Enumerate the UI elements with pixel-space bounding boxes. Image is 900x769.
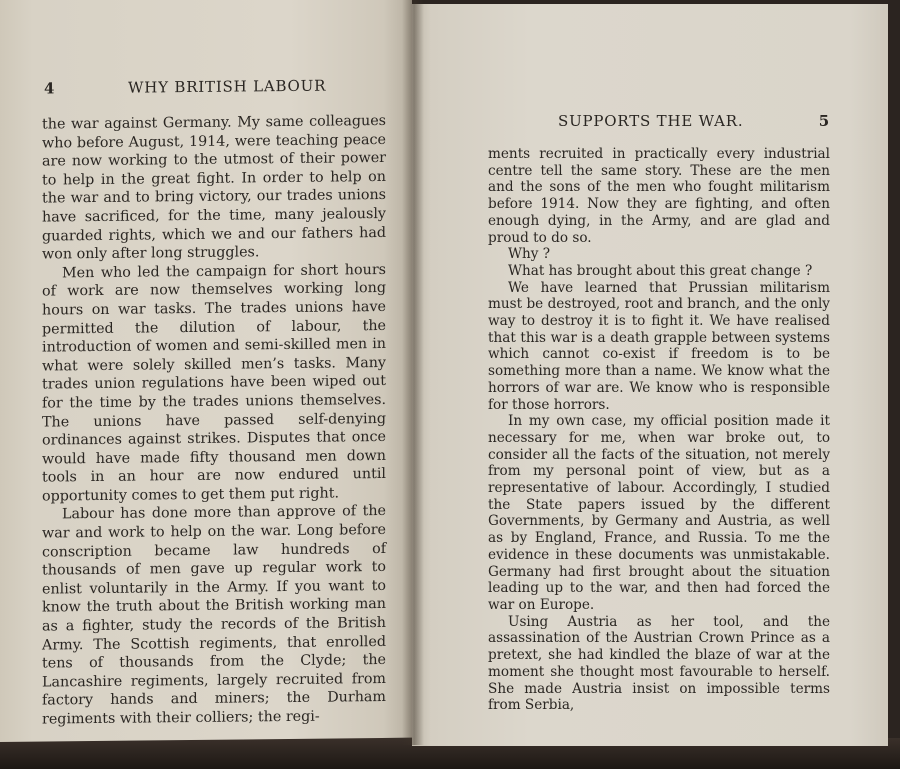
right-page-body [488, 146, 830, 714]
left-page-body [42, 112, 386, 729]
book-gutter [402, 0, 424, 745]
left-page-header [42, 76, 386, 106]
left-page [0, 0, 412, 742]
paragraph: In my own case, my official position made it necessary for me, when war broke out, to consider all the facts of the situation, not merely from my personal point of view, but as a representative of labour. Accordingly, I studied the State papers issued by the different Governments, by Germany and Austria, as well as by England, France, and Russia. To me the evidence in these documents was unmistakable. Germany had first brought about the situation leading up to the war, and then had forced the war on Europe. [488, 413, 830, 613]
paragraph: Labour has done more than approve of the war and work to help on the war. Long before conscription became law hundreds of thousands of men gave up regular work to enlist voluntarily in the Army. If you want to know the truth about the British working man as a fighter, study the records of the British Army. The Scottish regiments, that enrolled tens of thousands from the Clyde; the Lancashire regiments, largely recruited from factory hands and miners; the Durham regiments with their colliers; the regi- [42, 503, 386, 728]
paragraph: What has brought about this great change ? [508, 262, 813, 279]
paragraph: Why ? [508, 246, 551, 263]
right-running-head: SUPPORTS THE WAR. [558, 112, 744, 130]
paragraph: Men who led the campaign for short hours of work are now themselves working long hours on war tasks. The trades unions have permitted the dilution of labour, the introduction of women and semi-skilled men in what were solely skilled men’s tasks. Many trades union regulations have been wiped out for the time by the trades unions themselves. The unions have passed self-denying ordinances against strikes. Disputes that once would have made fifty thousand men down tools in an hour are now endured until opportunity comes to get them put right. [42, 261, 386, 505]
right-page-header [488, 112, 830, 138]
paragraph: the war against Germany. My same colleagues who before August, 1914, were teaching peace are now working to the utmost of their power to help in the great fight. In order to help on the war and to bring victory, our trades unions have sacrificed, for the time, many jealously guarded rights, which we and our fathers had won only after long struggles. [42, 112, 386, 263]
paragraph: Using Austria as her tool, and the assassination of the Austrian Crown Prince as a pretext, she had kindled the blaze of war at the moment she thought most favourable to herself. She made Austria insist on impossible terms from Serbia, [488, 613, 830, 714]
right-page-number: 5 [818, 112, 830, 130]
paragraph: ments recruited in practically every industrial centre tell the same story. These are the men and the sons of the men who fought militarism before 1914. Now they are fighting, and often enough dying, in the Army, and are glad and proud to do so. [488, 146, 830, 246]
right-page [412, 4, 888, 746]
left-running-head: WHY BRITISH LABOUR [128, 76, 327, 97]
paragraph: We have learned that Prussian militarism must be destroyed, root and branch, and the only way to destroy it is to fight it. We have realised that this war is a death grapple between systems which cannot co-exist if freedom is to be something more than a name. We know what the horrors of war are. We know who is responsible for those horrors. [488, 279, 830, 413]
left-page-number: 4 [44, 79, 56, 98]
